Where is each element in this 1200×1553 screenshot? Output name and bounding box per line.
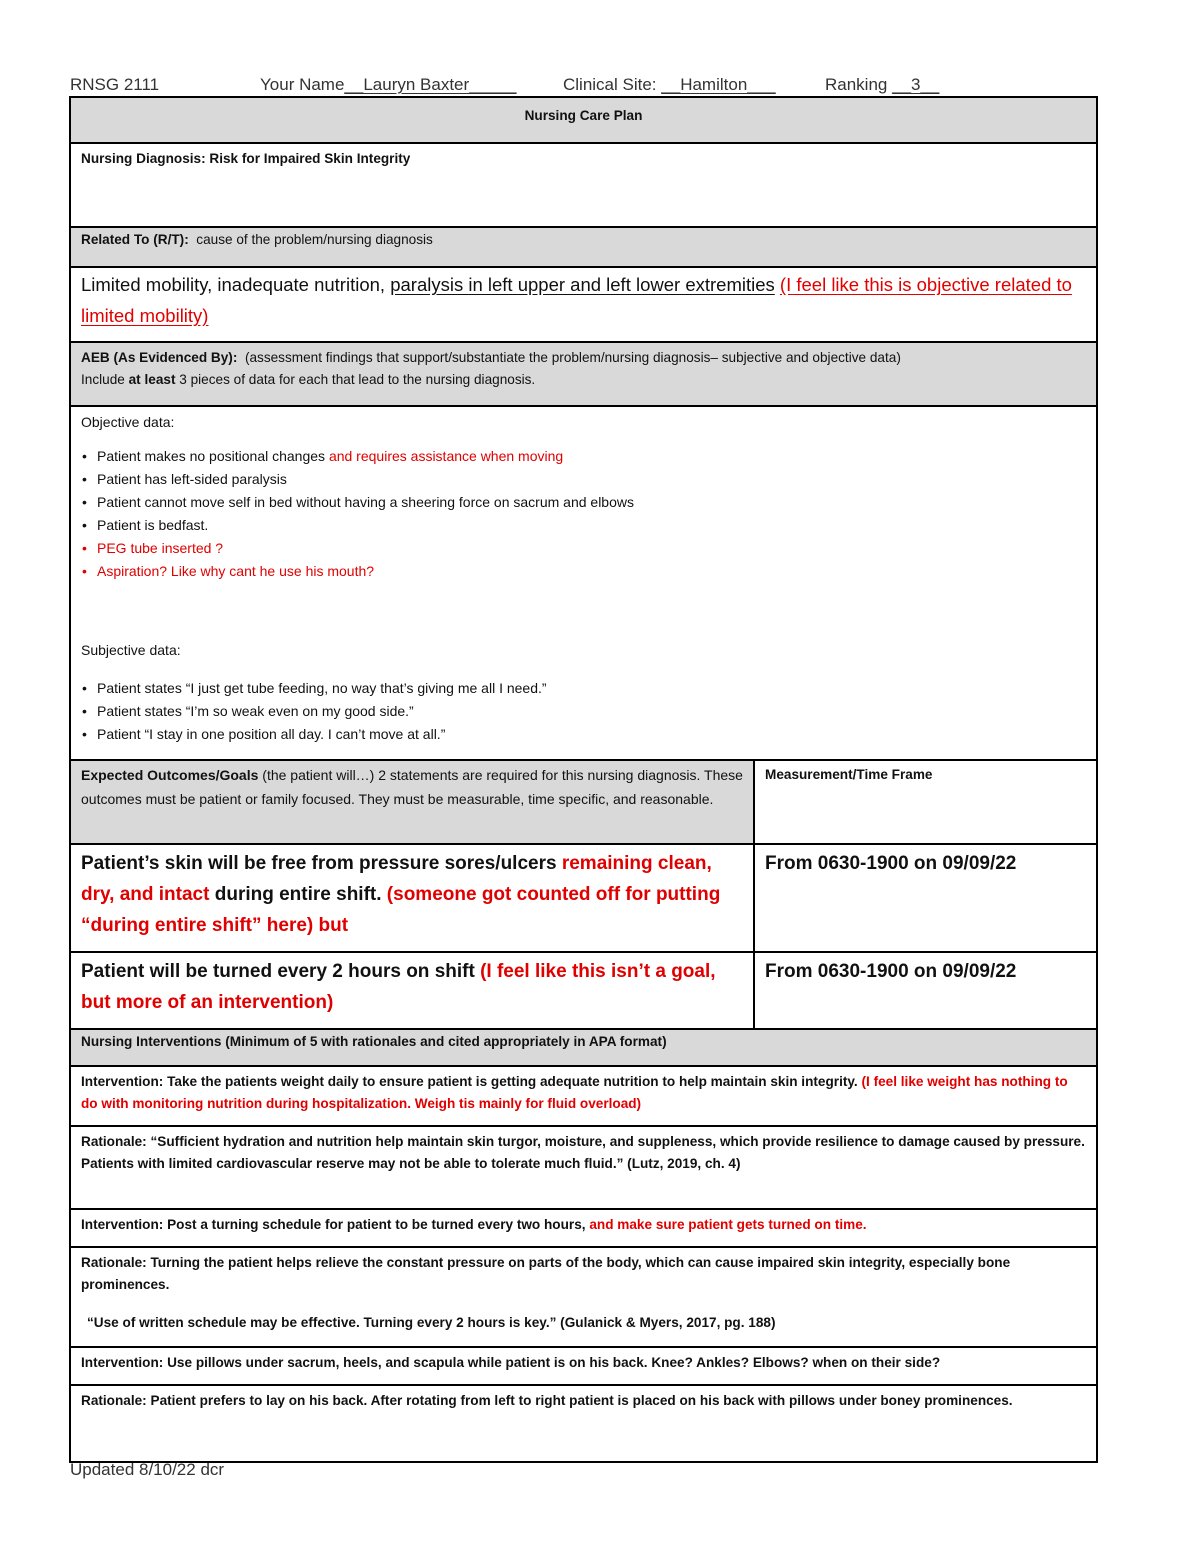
- rank-value: __3__: [892, 75, 940, 94]
- interventions-header: [70, 1029, 1097, 1066]
- list-item: • Patient states “I’m so weak even on my good side.”: [81, 700, 1086, 723]
- list-item: • Patient cannot move self in bed without having a sheering force on sacrum and elbows: [81, 491, 1086, 514]
- list-item: • Patient has left-sided paralysis: [81, 468, 1086, 491]
- aeb-line2-post: 3 pieces of data for each that lead to the nursing diagnosis.: [179, 372, 536, 387]
- site-value: __Hamilton___: [661, 75, 776, 94]
- rank-label: Ranking: [825, 75, 888, 94]
- diagnosis-value: Risk for Impaired Skin Integrity: [209, 151, 411, 166]
- list-item: • Aspiration? Like why cant he use his mouth?: [81, 560, 1086, 583]
- goal-1: Patient’s skin will be free from pressure sores/ulcers remaining clean, dry, and intact during entire shift. (someone got counted off for putting “during entire shift” here) but: [70, 844, 754, 952]
- name-label: Your Name: [260, 75, 345, 94]
- related-to-header: [70, 227, 1097, 267]
- intervention-1: Intervention: Take the patients weight daily to ensure patient is getting adequate nutrition to help maintain skin integrity. (I feel like weight has nothing to do with monitoring nutrition during hospitalization. Weigh tis mainly for fluid overload): [70, 1066, 1097, 1126]
- related-to-underlined: paralysis in left upper and left lower extremities: [390, 274, 775, 295]
- diagnosis-label: Nursing Diagnosis:: [81, 151, 206, 166]
- footer-updated: Updated 8/10/22 dcr: [70, 1460, 225, 1479]
- subjective-list: [81, 677, 1086, 746]
- related-to-hint: cause of the problem/nursing diagnosis: [196, 232, 433, 247]
- outcomes-desc: (the patient will…) 2 statements are required for this nursing diagnosis. These outcomes must be patient or family focused. They must be measurable, time specific, and reasonable.: [81, 767, 743, 807]
- aeb-header: [70, 342, 1097, 406]
- outcomes-label: Expected Outcomes/Goals: [81, 767, 259, 783]
- related-to-plain: Limited mobility, inadequate nutrition,: [81, 274, 391, 295]
- measurement-label: Measurement/Time Frame: [765, 767, 933, 782]
- related-to-label: Related To (R/T):: [81, 232, 189, 247]
- intervention-2: Intervention: Post a turning schedule for patient to be turned every two hours, and make sure patient gets turned on time.: [70, 1209, 1097, 1247]
- list-item: • Patient is bedfast.: [81, 514, 1086, 537]
- rationale-1: Rationale: “Sufficient hydration and nutrition help maintain skin turgor, moisture, and suppleness, which provide resilience to damage caused by pressure. Patients with limited cardiovascular reserve may not be able to tolerate much fluid.” (Lutz, 2019, ch. 4): [70, 1126, 1097, 1209]
- rationale-2-quote: “Use of written schedule may be effective. Turning every 2 hours is key.” (Gulanick & Myers, 2017, pg. 188): [87, 1315, 776, 1330]
- aeb-desc: (assessment findings that support/substantiate the problem/nursing diagnosis– subjective and objective data): [244, 350, 901, 365]
- related-to-comment: (I feel like this is objective related to limited mobility): [81, 274, 1072, 326]
- objective-label: Objective data:: [81, 414, 175, 430]
- rationale-3: Rationale: Patient prefers to lay on his back. After rotating from left to right patient is placed on his back with pillows under boney prominences.: [70, 1385, 1097, 1462]
- list-item: • Patient “I stay in one position all day. I can’t move at all.”: [81, 723, 1086, 746]
- objective-list: [81, 445, 1086, 583]
- aeb-label: AEB (As Evidenced By):: [81, 350, 238, 365]
- rationale-2: Rationale: Turning the patient helps relieve the constant pressure on parts of the body, which can cause impaired skin integrity, especially bone prominences. “Use of written schedule may be effective. Turning every 2 hours is key.” (Gulanick & Myers, 2017, pg. 188): [70, 1247, 1097, 1347]
- goal-1-time-frame: From 0630-1900 on 09/09/22: [754, 844, 1097, 952]
- intervention-3: Intervention: Use pillows under sacrum, heels, and scapula while patient is on his back. Knee? Ankles? Elbows? when on their side?: [70, 1347, 1097, 1385]
- subjective-label: Subjective data:: [81, 642, 181, 658]
- aeb-line2-pre: Include: [81, 372, 125, 387]
- list-item: • Patient states “I just get tube feeding, no way that’s giving me all I need.”: [81, 677, 1086, 700]
- name-value: __Lauryn Baxter_____: [344, 75, 517, 94]
- goal-2: Patient will be turned every 2 hours on shift (I feel like this isn’t a goal, but more of an intervention): [70, 952, 754, 1029]
- outcomes-header: [70, 760, 754, 844]
- list-item: • Patient makes no positional changes and requires assistance when moving: [81, 445, 1086, 468]
- assessment-data-cell: [70, 406, 1097, 760]
- goal-2-time-frame: From 0630-1900 on 09/09/22: [754, 952, 1097, 1029]
- ranking-field: [825, 75, 939, 95]
- clinical-site-field: [563, 75, 776, 95]
- course-code: RNSG 2111: [70, 75, 160, 94]
- aeb-line2-bold: at least: [128, 372, 176, 387]
- student-name-field: [260, 75, 516, 95]
- site-label: Clinical Site:: [563, 75, 657, 94]
- related-to-text: [70, 267, 1097, 342]
- measurement-header: [754, 760, 1097, 844]
- nursing-diagnosis-cell: [70, 143, 1097, 227]
- care-plan-table: [69, 96, 1098, 1463]
- interventions-heading: Nursing Interventions (Minimum of 5 with rationales and cited appropriately in APA format): [81, 1034, 667, 1049]
- list-item: • PEG tube inserted ?: [81, 537, 1086, 560]
- page-header: [70, 73, 1096, 97]
- page-title: Nursing Care Plan: [70, 97, 1097, 143]
